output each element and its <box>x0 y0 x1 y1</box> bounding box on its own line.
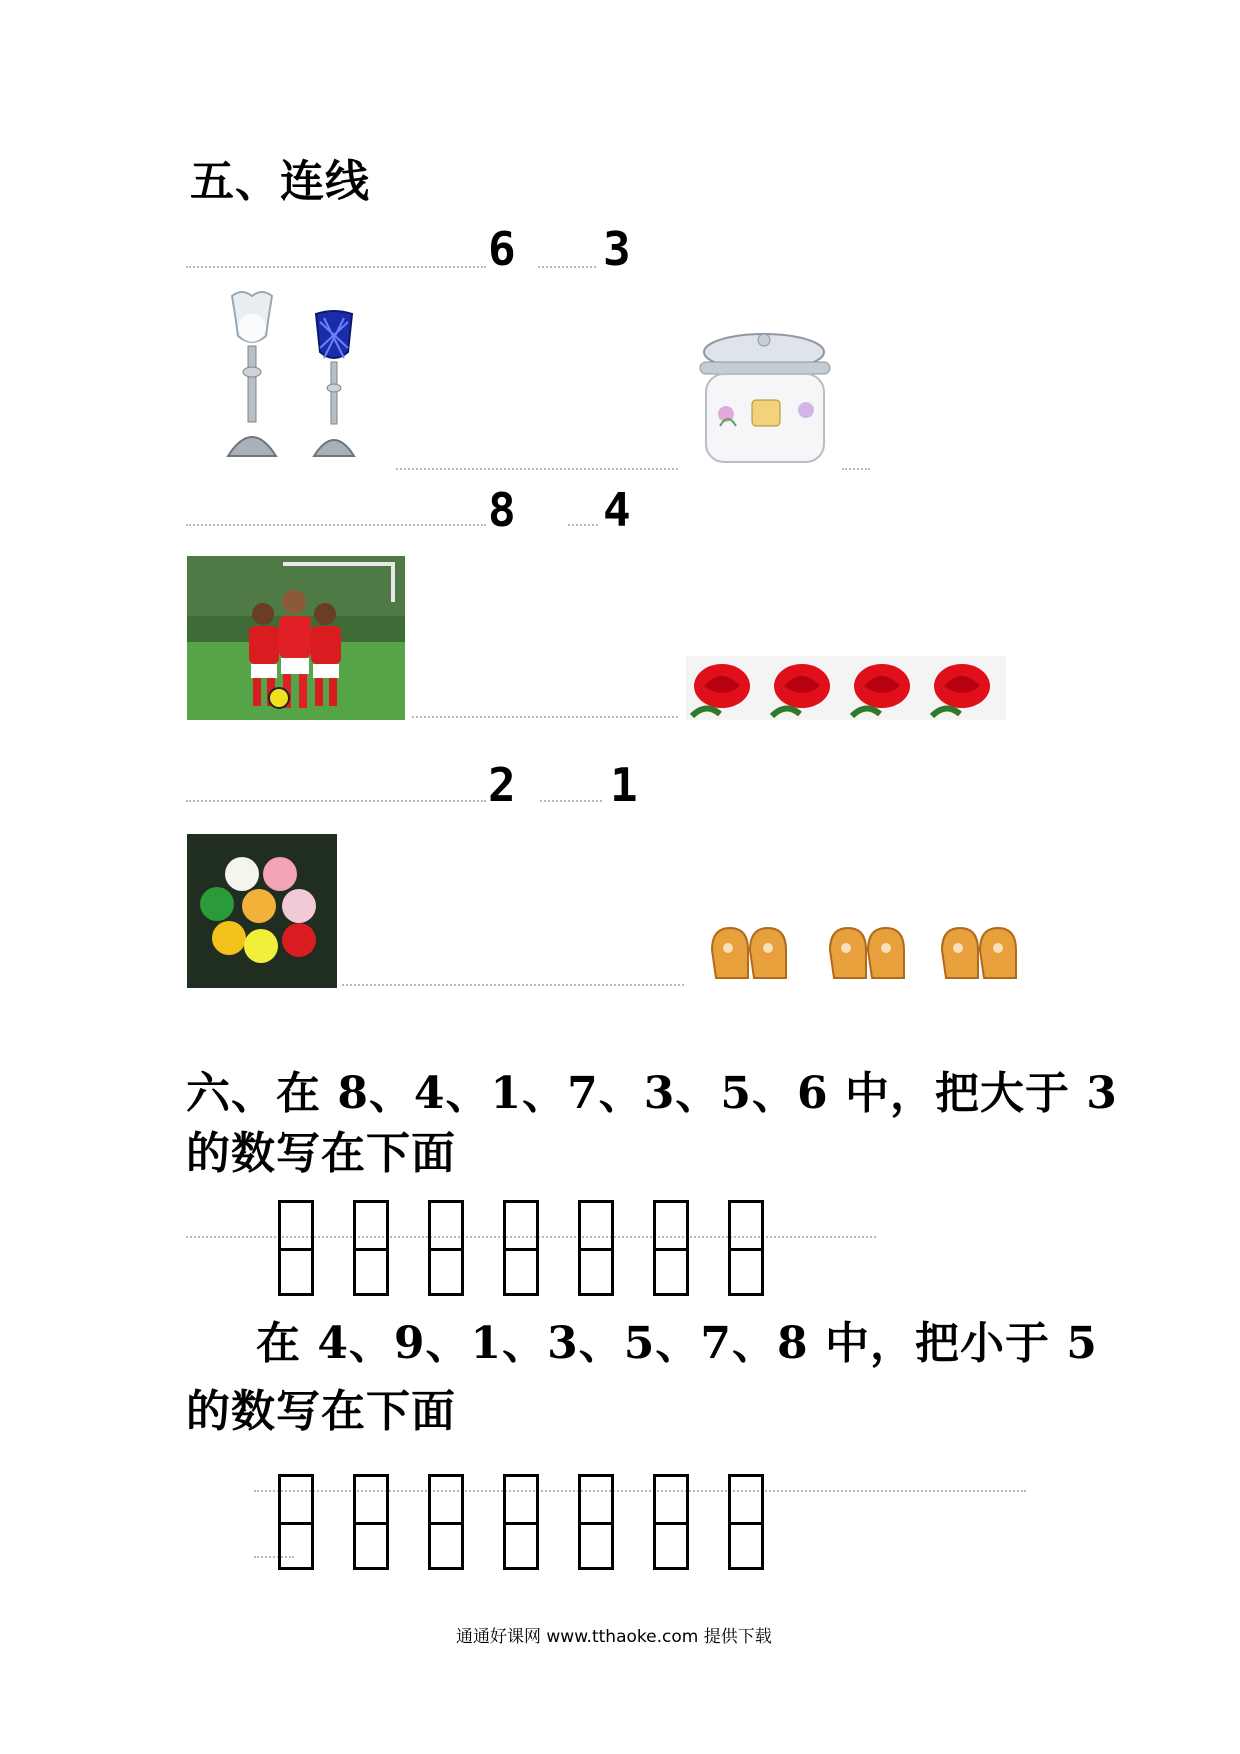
number-4: 4 <box>603 483 631 537</box>
answer-box[interactable] <box>428 1474 464 1570</box>
dotted-line <box>186 524 486 526</box>
section6-question1-line1: 六、在 8、4、1、7、3、5、6 中，把大于 3 <box>186 1068 1118 1119</box>
dotted-line <box>186 266 486 268</box>
number-8: 8 <box>488 483 516 537</box>
number-2: 2 <box>488 758 516 812</box>
section6-question2-line1: 在 4、9、1、3、5、7、8 中，把小于 5 <box>256 1318 1098 1369</box>
children-picture <box>187 556 405 720</box>
rice-cooker-picture <box>690 330 840 470</box>
answer-box[interactable] <box>653 1474 689 1570</box>
rose-icon <box>686 656 766 720</box>
dotted-line <box>396 468 678 470</box>
dotted-line <box>568 524 598 526</box>
mittens-picture <box>704 920 1042 988</box>
answer-boxes-row2 <box>278 1474 778 1574</box>
mitten-icon <box>712 928 786 978</box>
dotted-line <box>538 266 596 268</box>
section6-question2-line2: 的数写在下面 <box>186 1386 456 1437</box>
dotted-line <box>540 800 602 802</box>
answer-box[interactable] <box>578 1474 614 1570</box>
rose-icon <box>766 656 846 720</box>
answer-box[interactable] <box>728 1200 764 1296</box>
roses-picture <box>686 656 1006 720</box>
rose-icon <box>926 656 1006 720</box>
answer-box[interactable] <box>353 1200 389 1296</box>
dotted-line <box>186 800 486 802</box>
answer-box[interactable] <box>578 1200 614 1296</box>
dotted-line <box>412 716 678 718</box>
number-3: 3 <box>603 222 631 276</box>
dotted-line <box>342 984 684 986</box>
footer-text: 通通好课网 www.tthaoke.com 提供下载 <box>456 1627 772 1647</box>
answer-box[interactable] <box>503 1474 539 1570</box>
lamps-picture <box>220 288 370 464</box>
answer-box[interactable] <box>278 1474 314 1570</box>
answer-box[interactable] <box>278 1200 314 1296</box>
mitten-icon <box>942 928 1016 978</box>
answer-box[interactable] <box>653 1200 689 1296</box>
section6-question1-line2: 的数写在下面 <box>186 1128 456 1179</box>
lamp-icon <box>314 311 354 456</box>
number-6: 6 <box>488 222 516 276</box>
section5-title: 五、连线 <box>190 156 370 207</box>
dotted-line <box>842 468 870 470</box>
answer-box[interactable] <box>353 1474 389 1570</box>
mitten-icon <box>830 928 904 978</box>
answer-boxes-row1 <box>278 1200 778 1300</box>
answer-box[interactable] <box>728 1474 764 1570</box>
answer-box[interactable] <box>503 1200 539 1296</box>
balls-picture <box>187 834 337 988</box>
rose-icon <box>846 656 926 720</box>
number-1: 1 <box>610 758 638 812</box>
lamp-icon <box>228 292 276 456</box>
answer-box[interactable] <box>428 1200 464 1296</box>
